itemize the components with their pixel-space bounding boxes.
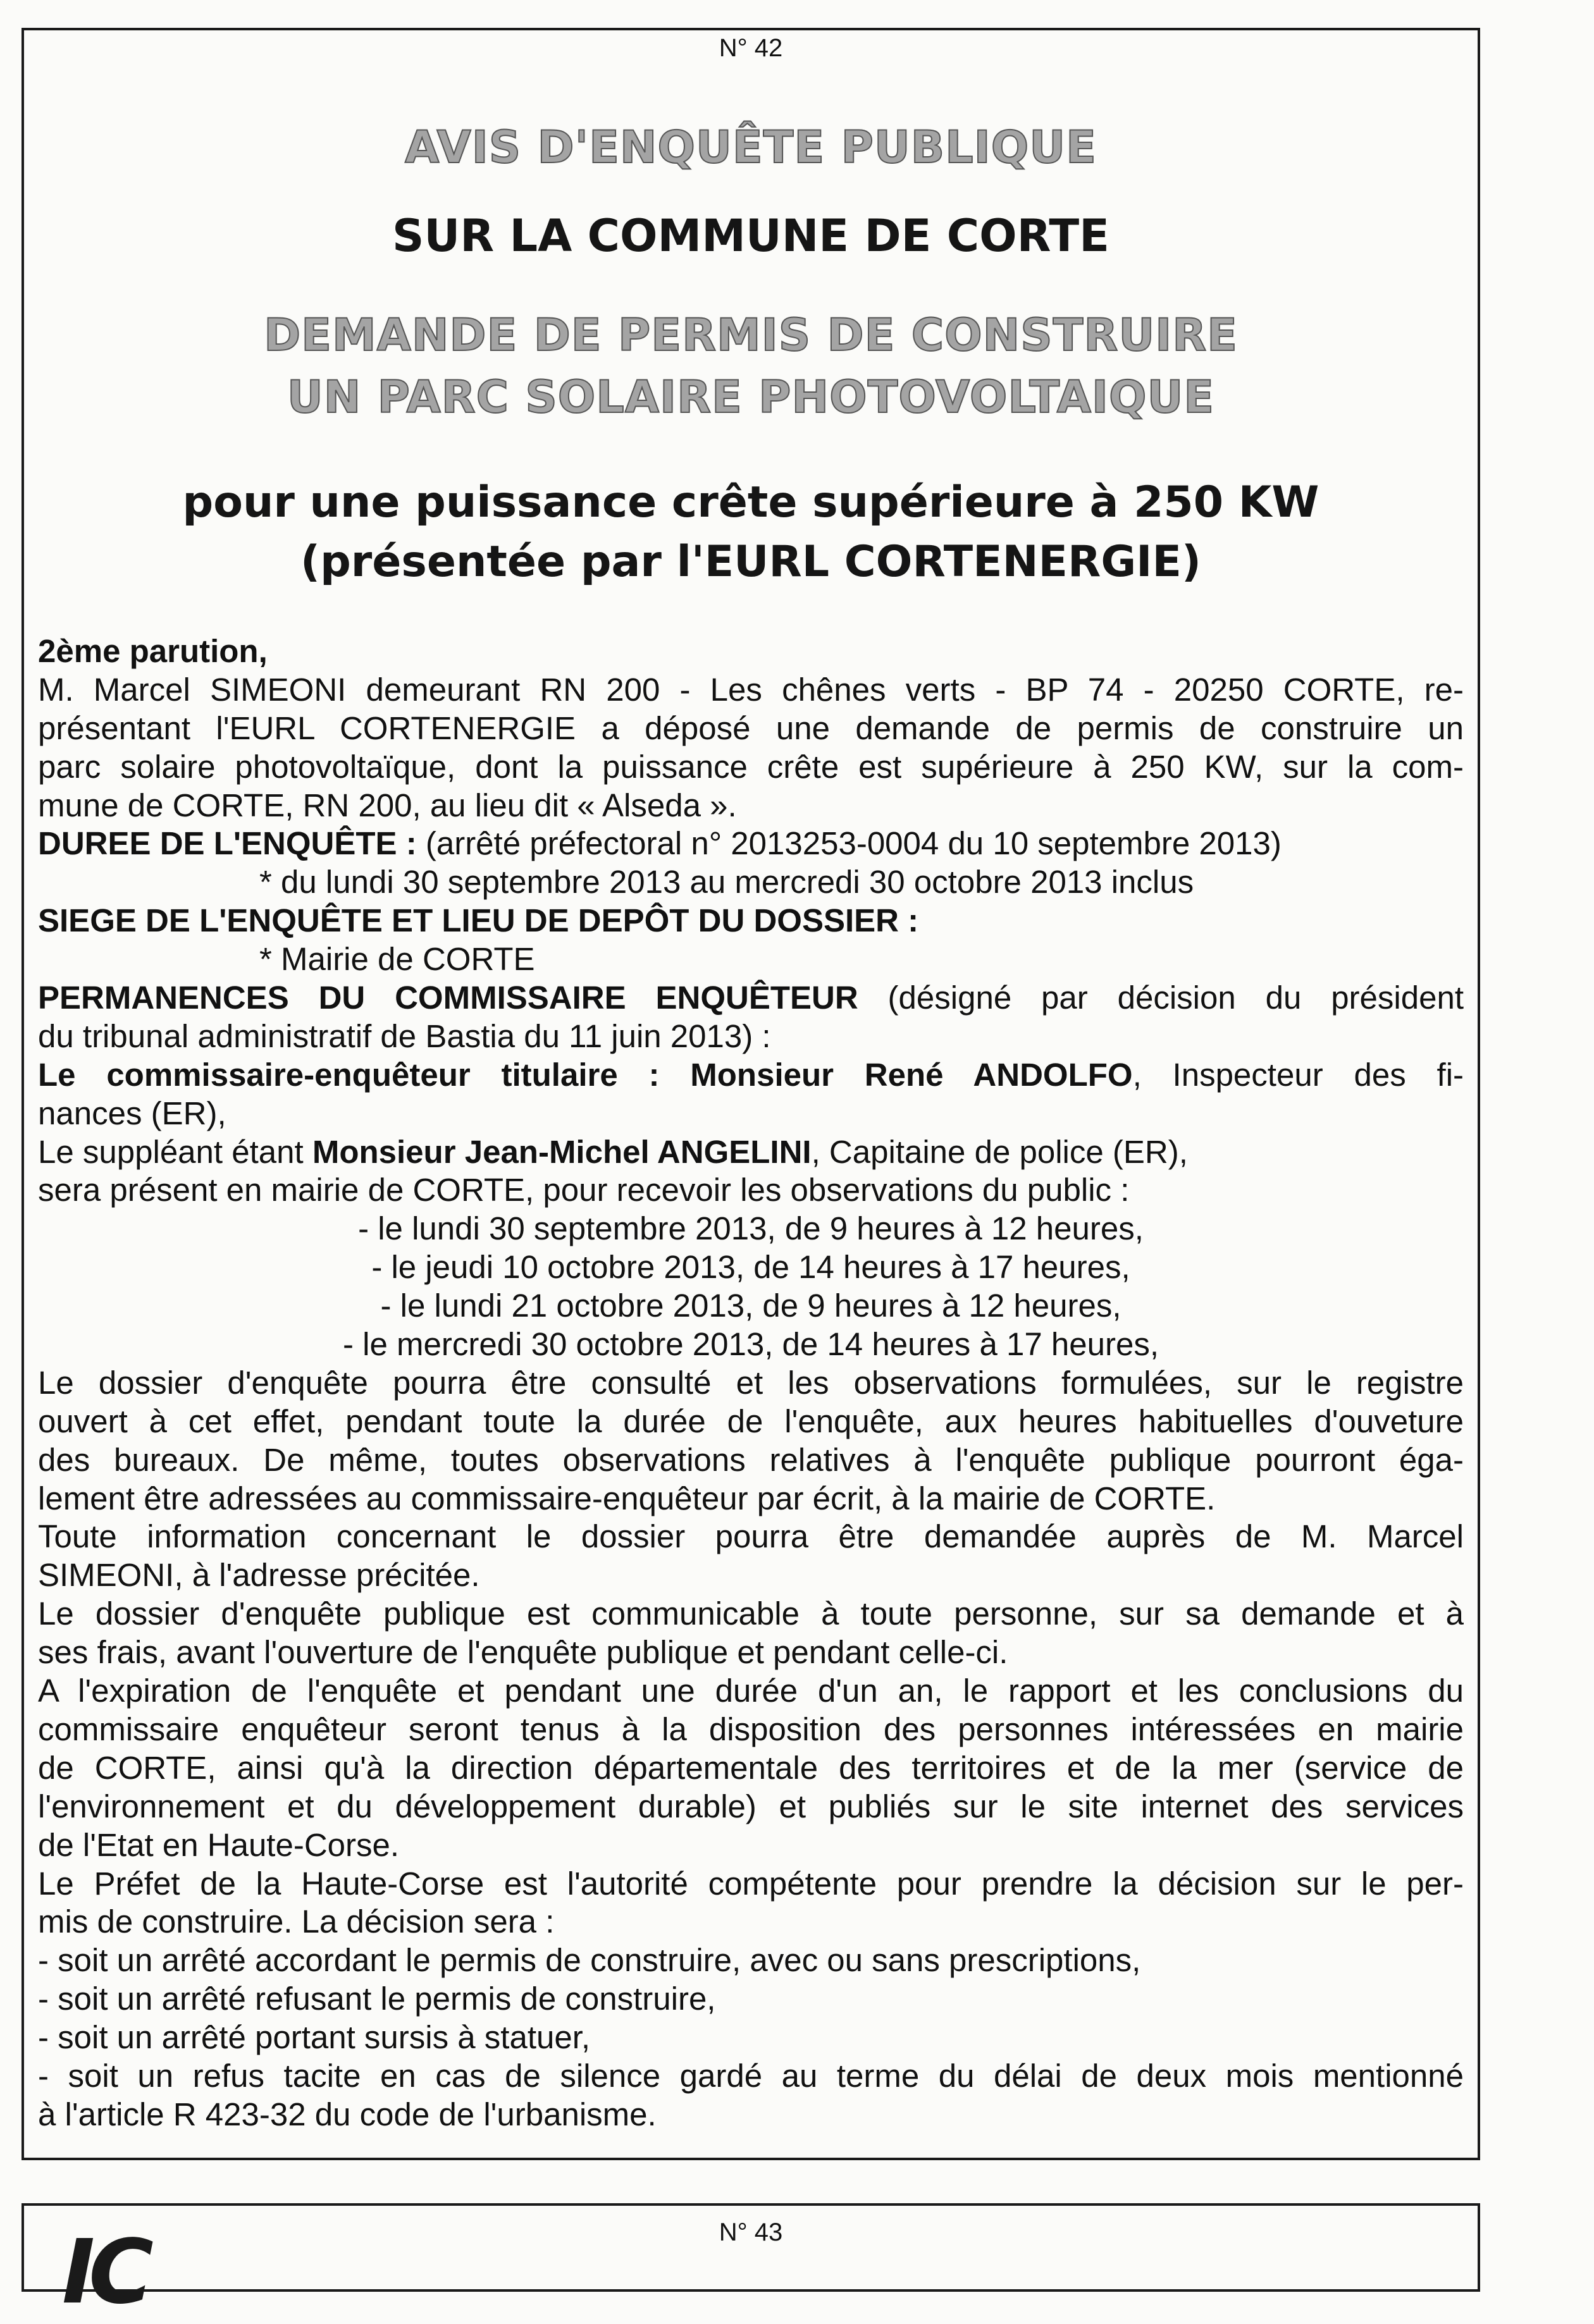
heading-presentee: (présentée par l'EURL CORTENERGIE) [300, 537, 1201, 587]
notice-body [38, 632, 1464, 2134]
body-line: des bureaux. De même, toutes observations relatives à l'enquête publique pourront éga- [38, 1441, 1464, 1478]
siege-lieu: * Mairie de CORTE [259, 941, 535, 978]
notice-number: N° 42 [719, 34, 783, 62]
body-line: de CORTE, ainsi qu'à la direction départementale des territoires et de la mer (service de [38, 1749, 1464, 1786]
permanence-date: - le mercredi 30 octobre 2013, de 14 heures à 17 heures, [343, 1326, 1159, 1363]
body-line: Le Préfet de la Haute-Corse est l'autorité compétente pour prendre la décision sur le per- [38, 1865, 1464, 1902]
duree-line [38, 825, 1464, 863]
body-line: sera présent en mairie de CORTE, pour recevoir les observations du public : [38, 1172, 1130, 1208]
body-line: à l'article R 423-32 du code de l'urbanisme. [38, 2096, 657, 2132]
body-line: du tribunal administratif de Bastia du 11 juin 2013) : [38, 1018, 771, 1054]
heading-parc-solaire: UN PARC SOLAIRE PHOTOVOLTAIQUE [287, 371, 1215, 423]
suppleant-line [38, 1133, 1464, 1172]
titulaire-label: Le commissaire-enquêteur titulaire : Monsieur René ANDOLFO [38, 1056, 1133, 1093]
body-line: mis de construire. La décision sera : [38, 1903, 555, 1940]
body-line: parc solaire photovoltaïque, dont la puissance crête est supérieure à 250 KW, sur la com- [38, 748, 1464, 785]
decision-option: - soit un arrêté portant sursis à statuer, [38, 2019, 591, 2056]
body-line: Le dossier d'enquête pourra être consulté et les observations formulées, sur le registre [38, 1364, 1464, 1401]
body-line: A l'expiration de l'enquête et pendant une durée d'un an, le rapport et les conclusions du [38, 1673, 1464, 1709]
publication-logo: IC [62, 2221, 147, 2324]
permanence-date: - le lundi 30 septembre 2013, de 9 heures à 12 heures, [358, 1210, 1144, 1247]
body-line: commissaire enquêteur seront tenus à la disposition des personnes intéressées en mairie [38, 1711, 1464, 1747]
suppleant-role: , Capitaine de police (ER), [811, 1133, 1188, 1170]
duree-label: DUREE DE L'ENQUÊTE : [38, 825, 417, 862]
heading-commune: SUR LA COMMUNE DE CORTE [392, 210, 1109, 262]
heading-puissance: pour une puissance crête supérieure à 250 KW [182, 477, 1319, 527]
body-line: ses frais, avant l'ouverture de l'enquête publique et pendant celle-ci. [38, 1634, 1008, 1671]
notice-43 [22, 2203, 1480, 2324]
suppleant-name: Monsieur Jean-Michel ANGELINI [312, 1133, 812, 1170]
body-line: M. Marcel SIMEONI demeurant RN 200 - Les chênes verts - BP 74 - 20250 CORTE, re- [38, 671, 1464, 708]
body-line: de l'Etat en Haute-Corse. [38, 1826, 400, 1863]
permanences-label: PERMANENCES DU COMMISSAIRE ENQUÊTEUR [38, 980, 858, 1016]
body-line: ouvert à cet effet, pendant toute la durée de l'enquête, aux heures habituelles d'ouveture [38, 1403, 1464, 1439]
notice-number: N° 43 [719, 2218, 783, 2246]
body-line: Toute information concernant le dossier pourra être demandée auprès de M. Marcel [38, 1518, 1464, 1555]
body-line: SIMEONI, à l'adresse précitée. [38, 1557, 480, 1594]
heading-avis: AVIS D'ENQUÊTE PUBLIQUE [405, 121, 1097, 173]
decision-option: - soit un arrêté accordant le permis de construire, avec ou sans prescriptions, [38, 1942, 1141, 1979]
decision-option: - soit un refus tacite en cas de silence gardé au terme du délai de deux mois mentionné [38, 2057, 1464, 2094]
duree-text: (arrêté préfectoral n° 2013253-0004 du 10 septembre 2013) [416, 825, 1282, 862]
siege-label: SIEGE DE L'ENQUÊTE ET LIEU DE DEPÔT DU DOSSIER : [38, 902, 919, 939]
heading-demande: DEMANDE DE PERMIS DE CONSTRUIRE [264, 309, 1238, 361]
body-line: l'environnement et du développement durable) et publiés sur le site internet des services [38, 1788, 1464, 1824]
titulaire-text: , Inspecteur des fi- [1132, 1056, 1464, 1093]
permanence-date: - le jeudi 10 octobre 2013, de 14 heures à 17 heures, [371, 1249, 1130, 1286]
body-line: nances (ER), [38, 1095, 226, 1131]
suppleant-intro: Le suppléant étant [38, 1133, 312, 1170]
body-line: lement être adressées au commissaire-enquêteur par écrit, à la mairie de CORTE. [38, 1480, 1216, 1516]
permanences-text: (désigné par décision du président [858, 980, 1464, 1016]
decision-option: - soit un arrêté refusant le permis de construire, [38, 1981, 716, 2017]
body-line: Le dossier d'enquête publique est communicable à toute personne, sur sa demande et à [38, 1595, 1464, 1632]
permanences-line [38, 979, 1464, 1018]
duree-dates: * du lundi 30 septembre 2013 au mercredi 30 octobre 2013 inclus [259, 864, 1194, 901]
body-line: présentant l'EURL CORTENERGIE a déposé une demande de permis de construire un [38, 710, 1464, 746]
parution-label: 2ème parution, [38, 633, 268, 669]
titulaire-line [38, 1056, 1464, 1095]
notice-42 [22, 28, 1480, 2160]
permanence-date: - le lundi 21 octobre 2013, de 9 heures à 12 heures, [380, 1288, 1121, 1324]
body-line: mune de CORTE, RN 200, au lieu dit « Alseda ». [38, 787, 737, 823]
